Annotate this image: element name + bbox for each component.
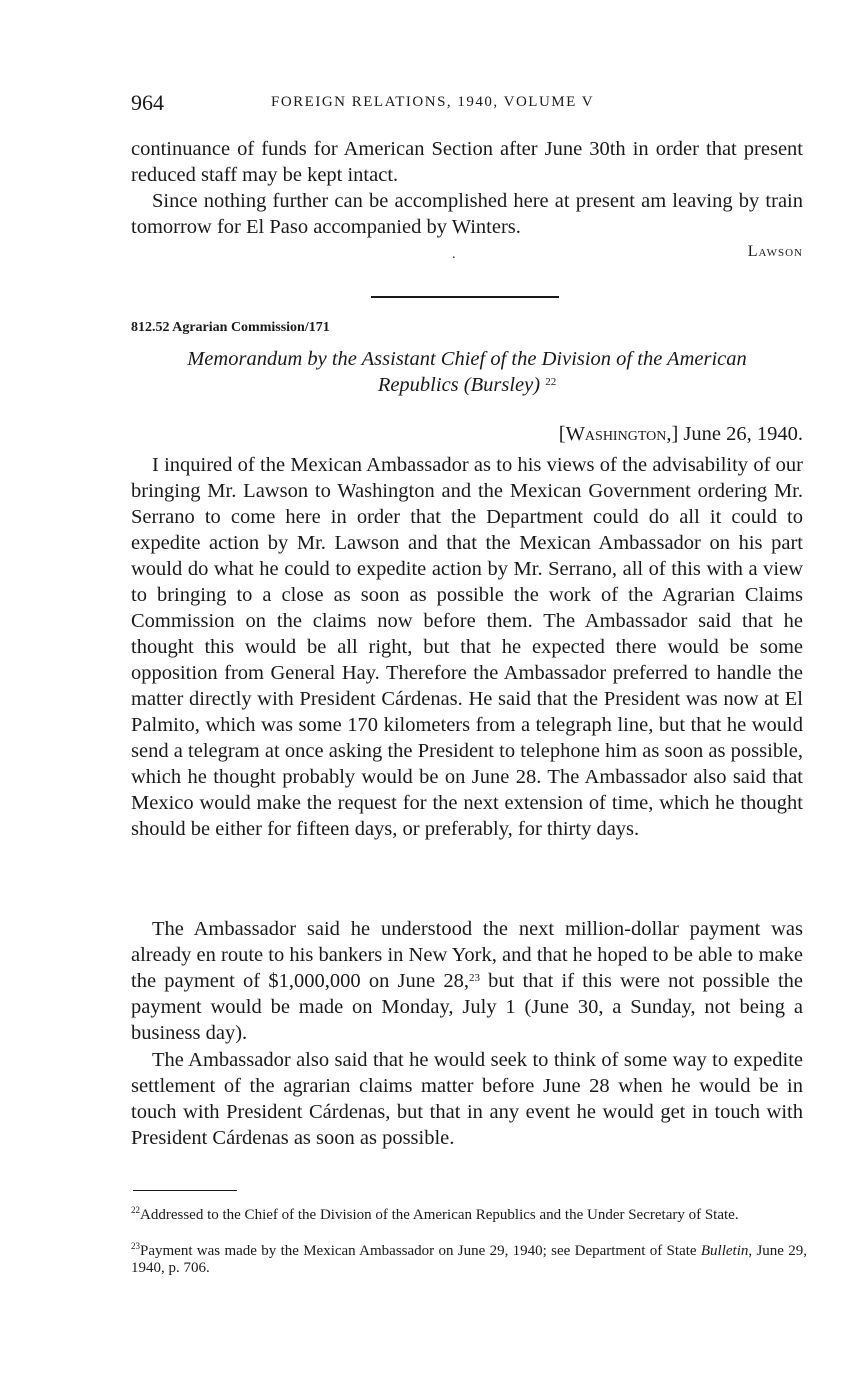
memo-paragraph-1: I inquired of the Mexican Ambassador as to his views of the advisability of our bringing Mr. Lawson to Washington and the Mexican Government ordering Mr. Serrano to come here in order that the Department could do all it could to expedite action by Mr. Lawson and that the Mexican Ambassador on his part would do what he could to expedite action by Mr. Serrano, all of this with a view to bringing to a close as soon as possible the work of the Agrarian Claims Commission on the claims now before them. The Ambassador said that he thought this would be all right, but that he expected there would be some opposition from General Hay. Therefore the Ambassador preferred to handle the matter directly with President Cárdenas. He said that the President was now at El Palmito, which was some 170 kilometers from a telegraph line, but that he would send a telegram at once asking the President to telephone him as soon as possible, which he thought probably would be on June 28. The Ambassador also said that Mexico would make the request for the next extension of time, which he thought should be either for fifteen days, or preferably, for thirty days.: [131, 454, 803, 840]
dateline-place: Washington,: [565, 423, 672, 445]
memo-title-line2: [131, 372, 803, 398]
memo-title: [131, 346, 803, 398]
footnote-divider: [133, 1190, 237, 1191]
dateline-open-bracket: [: [558, 423, 566, 445]
dateline-close-bracket: ]: [671, 423, 679, 445]
previous-document-paragraph: Since nothing further can be accomplished here at present am leaving by train tomorrow for El Paso accompanied by Winters.: [131, 190, 803, 238]
footnote-23-text-b: , June 29, 1940, p. 706.: [131, 1243, 808, 1276]
section-divider: [371, 296, 559, 298]
footnote-22-text: Addressed to the Chief of the Division of the American Republics and the Under Secretary of State.: [140, 1207, 739, 1223]
memo-paragraph-3: The Ambassador also said that he would seek to think of some way to expedite settlement of the agrarian claims matter before June 28 when he would be in touch with President Cárdenas, but that in any event he would get in touch with President Cárdenas as soon as possible.: [131, 1049, 803, 1149]
footnote-22: [131, 1207, 807, 1224]
memo-paragraph-2: [131, 916, 803, 1046]
footnote-23-bulletin: Bulletin: [700, 1243, 749, 1259]
memo-title-author: Republics (Bursley): [377, 374, 541, 396]
footnote-23: [131, 1243, 807, 1277]
stray-mark: .: [452, 247, 456, 262]
footnote-ref-22: 22: [545, 376, 557, 388]
signature-lawson: Lawson: [747, 243, 803, 260]
page-number: 964: [131, 90, 164, 115]
footnote-ref-23: 23: [468, 972, 480, 984]
file-number: 812.52 Agrarian Commission/171: [131, 320, 330, 335]
dateline-date: June 26, 1940.: [678, 423, 803, 445]
footnote-22-mark: 22: [131, 1205, 140, 1215]
page-header: [131, 90, 803, 120]
previous-document-continuation: continuance of funds for American Section after June 30th in order that present reduced staff may be kept intact.: [131, 138, 803, 186]
dateline: [559, 423, 803, 446]
running-head: FOREIGN RELATIONS, 1940, VOLUME V: [271, 94, 595, 110]
memo-paragraph-2-text-b: but that if this were not possible the payment would be made on Monday, July 1 (June 30, a Sunday, not being a business day).: [131, 970, 803, 1044]
footnote-23-text-a: Payment was made by the Mexican Ambassador on June 29, 1940; see Department of State: [140, 1243, 701, 1259]
memo-title-line1: Memorandum by the Assistant Chief of the Division of the American: [187, 348, 747, 370]
footnote-23-mark: 23: [131, 1241, 140, 1251]
memo-paragraph-2-text-a: The Ambassador said he understood the next million-dollar payment was already en route to his bankers in New York, and that he hoped to be able to make the payment of $1,000,000 on June 28,: [131, 918, 803, 992]
